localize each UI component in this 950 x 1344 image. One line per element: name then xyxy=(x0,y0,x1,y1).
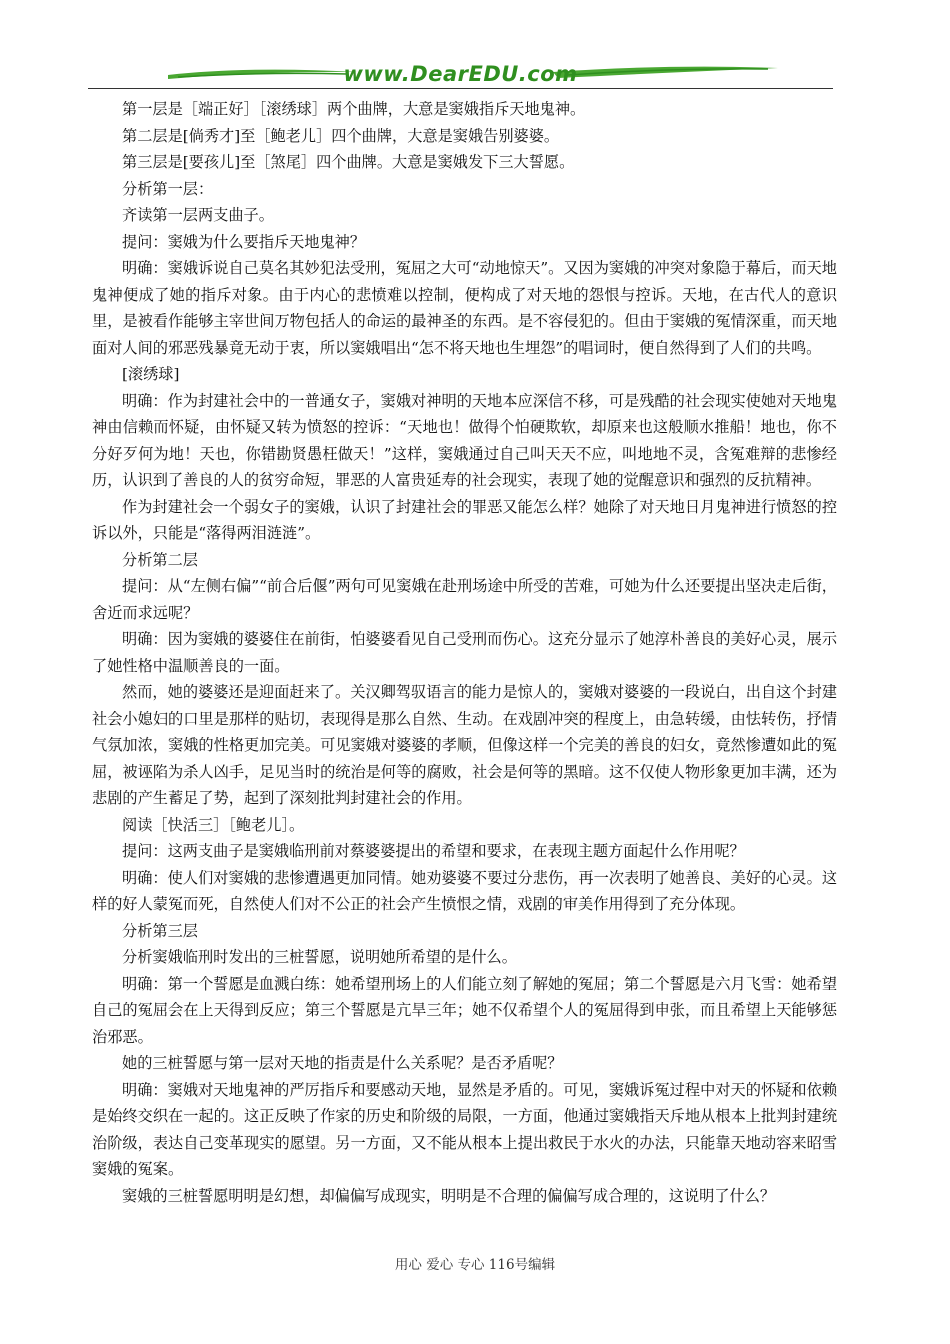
paragraph: 明确：因为窦娥的婆婆住在前街，怕婆婆看见自己受刑而伤心。这充分显示了她淳朴善良的美好心灵，展示了她性格中温顺善良的一面。 xyxy=(92,630,837,675)
site-header-banner xyxy=(88,58,833,92)
site-url: www.DearEDU.com xyxy=(343,62,578,86)
paragraph: 提问：窦娥为什么要指斥天地鬼神？ xyxy=(122,232,365,251)
paragraph: 作为封建社会一个弱女子的窦娥，认识了封建社会的罪恶又能怎么样？她除了对天地日月鬼神进行愤怒的控诉以外，只能是“落得两泪涟涟”。 xyxy=(92,497,837,542)
paragraph: 明确：使人们对窦娥的悲惨遭遇更加同情。她劝婆婆不要过分悲伤，再一次表明了她善良、美好的心灵。这样的好人蒙冤而死，自然使人们对不公正的社会产生愤恨之情，戏剧的审美作用得到了充分体现。 xyxy=(92,868,837,913)
paragraph: 她的三桩誓愿与第一层对天地的指责是什么关系呢？是否矛盾呢？ xyxy=(122,1054,563,1072)
paragraph: 提问：这两支曲子是窦娥临刑前对蔡婆婆提出的希望和要求，在表现主题方面起什么作用呢？ xyxy=(122,842,745,860)
paragraph: 第三层是[要孩儿]至［煞尾］四个曲牌。大意是窦娥发下三大誓愿。 xyxy=(122,153,575,171)
paragraph: 第二层是[倘秀才]至［鲍老儿］四个曲牌，大意是窦娥告别婆婆。 xyxy=(122,126,560,145)
page-footer: 用心 爱心 专心 116号编辑 xyxy=(394,1257,556,1273)
paragraph: 分析第三层 xyxy=(122,921,198,940)
paragraph: 明确：作为封建社会中的一普通女子，窦娥对神明的天地本应深信不移，可是残酷的社会现实使她对天地鬼神由信赖而怀疑，由怀疑又转为愤怒的控诉：“天地也！做得个怕硬欺软，却原来也这般顺水推船！地也，你不分好歹何为地！天也，你错勘贤愚枉做天！”这样，窦娥通过自己叫天天不应，叫地地不灵，含冤难辩的悲惨经历，认识到了善良的人的贫穷命短，罪恶的人富贵延寿的社会现实，表现了她的觉醒意识和强烈的反抗精神。 xyxy=(92,391,837,489)
paragraph: 然而，她的婆婆还是迎面赶来了。关汉卿驾驭语言的能力是惊人的，窦娥对婆婆的一段说白，出自这个封建社会小媳妇的口里是那样的贴切，表现得是那么自然、生动。在戏剧冲突的程度上，由急转缓，由怯转伤，抒情气氛加浓，窦娥的性格更加完美。可见窦娥对婆婆的孝顺，但像这样一个完美的善良的妇女，竟然惨遭如此的冤屈，被诬陷为杀人凶手，足见当时的统治是何等的腐败，社会是何等的黑暗。这不仅使人物形象更加丰满，还为悲剧的产生蓄足了势，起到了深刻批判封建社会的作用。 xyxy=(92,683,837,807)
paragraph: 第一层是［端正好］［滚绣球］两个曲牌，大意是窦娥指斥天地鬼神。 xyxy=(122,100,586,118)
paragraph: 齐读第一层两支曲子。 xyxy=(122,206,274,224)
paragraph: 分析第一层： xyxy=(122,179,214,198)
paragraph: 明确：窦娥诉说自己莫名其妙犯法受刑，冤屈之大可“动地惊天”。又因为窦娥的冲突对象隐于幕后，而天地鬼神便成了她的指斥对象。由于内心的悲愤难以控制，便构成了对天地的怨恨与控诉。天地，在古代人的意识里，是被看作能够主宰世间万物包括人的命运的最神圣的东西。是不容侵犯的。但由于窦娥的冤情深重，而天地面对人间的邪恶残暴竟无动于衷，所以窦娥唱出“怎不将天地也生埋怨”的唱词时，便自然得到了人们的共鸣。 xyxy=(92,259,837,357)
paragraph: 明确：窦娥对天地鬼神的严厉指斥和要感动天地，显然是矛盾的。可见，窦娥诉冤过程中对天的怀疑和依赖是始终交织在一起的。这正反映了作家的历史和阶级的局限，一方面，他通过窦娥指天斥地从根本上批判封建统治阶级，表达自己变革现实的愿望。另一方面，又不能从根本上提出救民于水火的办法，只能靠天地动容来昭雪窦娥的冤案。 xyxy=(92,1080,837,1178)
paragraph: 窦娥的三桩誓愿明明是幻想，却偏偏写成现实，明明是不合理的偏偏写成合理的，这说明了什么？ xyxy=(122,1186,776,1205)
paragraph: 分析窦娥临刑时发出的三桩誓愿，说明她所希望的是什么。 xyxy=(122,948,517,966)
document-body xyxy=(92,96,837,1209)
header-divider xyxy=(88,88,833,89)
paragraph: 分析第二层 xyxy=(122,550,198,569)
paragraph: 阅读［快活三］［鲍老儿］。 xyxy=(122,815,305,834)
paragraph: 明确：第一个誓愿是血溅白练：她希望刑场上的人们能立刻了解她的冤屈；第二个誓愿是六月飞雪：她希望自己的冤屈会在上天得到反应；第三个誓愿是亢旱三年；她不仅希望个人的冤屈得到申张，而且希望上天能够惩治邪恶。 xyxy=(92,974,837,1046)
paragraph: 提问：从“左侧右偏”“前合后偃”两句可见窦娥在赴刑场途中所受的苦难，可她为什么还要提出坚决走后街，舍近而求远呢？ xyxy=(92,577,837,622)
paragraph: [滚绣球] xyxy=(122,365,180,383)
